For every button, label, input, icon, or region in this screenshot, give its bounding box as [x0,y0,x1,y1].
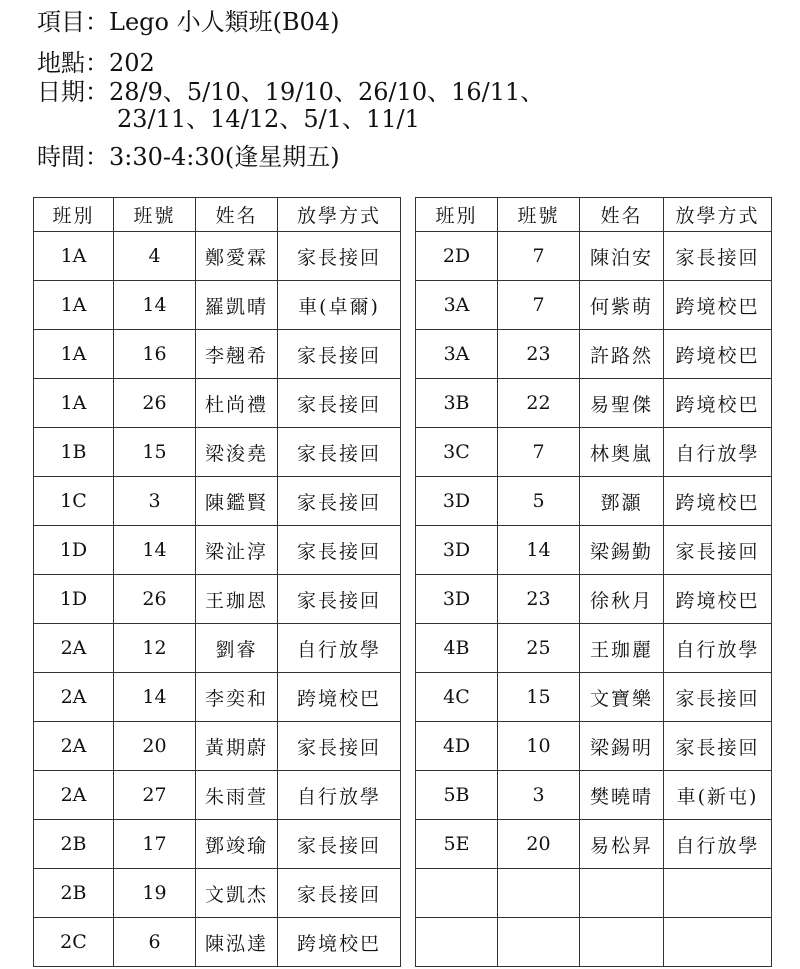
table-row [34,624,401,673]
table-row [416,624,772,673]
header-class: 班別 [34,198,114,232]
cell-number: 15 [498,673,580,722]
cell-name: 梁沚淳 [196,526,278,575]
cell-class: 1A [34,379,114,428]
time-label: 時間： [37,143,109,171]
cell-number: 26 [114,575,196,624]
cell-class: 3D [416,526,498,575]
cell-method: 自行放學 [278,624,401,673]
cell-name [580,918,664,967]
cell-method: 跨境校巴 [278,918,401,967]
roster-table-left [33,197,401,967]
cell-method: 家長接回 [278,379,401,428]
cell-method [664,869,772,918]
table-row [416,918,772,967]
table-row [34,526,401,575]
table-row [416,526,772,575]
cell-number: 20 [114,722,196,771]
cell-method: 家長接回 [278,526,401,575]
cell-name: 李翹希 [196,330,278,379]
cell-name: 樊曉晴 [580,771,664,820]
cell-method: 跨境校巴 [664,575,772,624]
cell-class: 2A [34,722,114,771]
cell-name: 梁錫勤 [580,526,664,575]
table-row [34,771,401,820]
cell-name: 文寶樂 [580,673,664,722]
location-label: 地點： [37,49,109,77]
cell-name: 許路然 [580,330,664,379]
project-value: Lego 小人類班(B04) [109,8,340,36]
cell-number: 22 [498,379,580,428]
cell-name: 易松昇 [580,820,664,869]
table-row [34,477,401,526]
cell-name: 林奥嵐 [580,428,664,477]
roster-table-right [415,197,772,967]
cell-name: 李奕和 [196,673,278,722]
table-row [416,722,772,771]
cell-method: 家長接回 [278,330,401,379]
cell-name: 陳泊安 [580,232,664,281]
time-line [37,143,340,171]
table-row [416,379,772,428]
cell-method: 家長接回 [278,428,401,477]
cell-class [416,869,498,918]
cell-number: 20 [498,820,580,869]
cell-method: 家長接回 [278,722,401,771]
table-row [416,330,772,379]
header-method: 放學方式 [664,198,772,232]
cell-name: 梁浚堯 [196,428,278,477]
cell-method: 跨境校巴 [664,281,772,330]
cell-number [498,869,580,918]
header-name: 姓名 [196,198,278,232]
table-row [416,232,772,281]
table-row [416,771,772,820]
time-value: 3:30-4:30(逢星期五) [109,143,340,171]
cell-number: 3 [498,771,580,820]
table-row [416,673,772,722]
table-row [34,673,401,722]
table-row [34,232,401,281]
cell-method: 跨境校巴 [664,379,772,428]
table-row [416,281,772,330]
cell-name: 鄧灝 [580,477,664,526]
cell-number: 14 [114,281,196,330]
header-number: 班號 [498,198,580,232]
table-row [34,281,401,330]
cell-number: 27 [114,771,196,820]
cell-class: 1B [34,428,114,477]
table-row [34,869,401,918]
table-row [34,820,401,869]
cell-name: 鄧竣瑜 [196,820,278,869]
cell-method: 自行放學 [664,624,772,673]
cell-number: 10 [498,722,580,771]
cell-class: 1D [34,526,114,575]
cell-class: 5B [416,771,498,820]
dates-line [37,78,544,106]
cell-number: 3 [114,477,196,526]
table-row [34,330,401,379]
table-row [416,869,772,918]
cell-number: 23 [498,330,580,379]
cell-method: 跨境校巴 [278,673,401,722]
cell-method: 跨境校巴 [664,330,772,379]
dates-label: 日期： [37,78,109,106]
cell-name: 王珈麗 [580,624,664,673]
header-name: 姓名 [580,198,664,232]
table-row [416,477,772,526]
location-line [37,49,155,77]
cell-method: 家長接回 [278,820,401,869]
cell-number: 14 [114,526,196,575]
header-number: 班號 [114,198,196,232]
cell-method: 車(卓爾) [278,281,401,330]
header-method: 放學方式 [278,198,401,232]
cell-number [498,918,580,967]
cell-class: 2C [34,918,114,967]
cell-class: 2B [34,820,114,869]
cell-class: 2D [416,232,498,281]
table-row [416,428,772,477]
cell-name: 徐秋月 [580,575,664,624]
cell-method [664,918,772,967]
cell-number: 16 [114,330,196,379]
table-row [34,428,401,477]
cell-name: 黃期蔚 [196,722,278,771]
cell-number: 7 [498,232,580,281]
cell-number: 19 [114,869,196,918]
cell-number: 14 [498,526,580,575]
header-class: 班別 [416,198,498,232]
project-label: 項目： [37,8,109,36]
cell-name: 杜尚禮 [196,379,278,428]
table-row [34,918,401,967]
cell-number: 17 [114,820,196,869]
cell-class: 4B [416,624,498,673]
cell-method: 家長接回 [278,869,401,918]
cell-number: 26 [114,379,196,428]
cell-number: 14 [114,673,196,722]
cell-method: 自行放學 [278,771,401,820]
cell-name: 文凱杰 [196,869,278,918]
cell-method: 自行放學 [664,820,772,869]
cell-name: 朱雨萱 [196,771,278,820]
cell-class: 1C [34,477,114,526]
cell-name: 羅凱晴 [196,281,278,330]
table-row [34,575,401,624]
cell-method: 家長接回 [278,575,401,624]
cell-number: 5 [498,477,580,526]
cell-name: 劉睿 [196,624,278,673]
table-row [34,722,401,771]
table-row [416,575,772,624]
cell-number: 15 [114,428,196,477]
cell-name: 陳鑑賢 [196,477,278,526]
cell-class: 2B [34,869,114,918]
dates-value-line2: 23/11、14/12、5/1、11/1 [117,105,420,133]
cell-class [416,918,498,967]
cell-number: 6 [114,918,196,967]
cell-number: 7 [498,281,580,330]
cell-class: 3B [416,379,498,428]
cell-class: 3D [416,575,498,624]
cell-method: 車(新屯) [664,771,772,820]
cell-name: 王珈恩 [196,575,278,624]
cell-method: 家長接回 [664,673,772,722]
cell-class: 3C [416,428,498,477]
table-row [34,379,401,428]
cell-name: 梁錫明 [580,722,664,771]
cell-name: 何紫萌 [580,281,664,330]
cell-class: 5E [416,820,498,869]
cell-class: 1A [34,281,114,330]
cell-class: 2A [34,673,114,722]
cell-number: 12 [114,624,196,673]
cell-name [580,869,664,918]
cell-name: 陳泓達 [196,918,278,967]
cell-method: 自行放學 [664,428,772,477]
cell-number: 25 [498,624,580,673]
cell-class: 4D [416,722,498,771]
cell-method: 家長接回 [664,526,772,575]
cell-class: 4C [416,673,498,722]
cell-number: 7 [498,428,580,477]
cell-method: 家長接回 [664,232,772,281]
cell-name: 易聖傑 [580,379,664,428]
project-line [37,8,339,36]
cell-class: 3A [416,281,498,330]
cell-class: 3A [416,330,498,379]
table-row [416,820,772,869]
cell-class: 2A [34,771,114,820]
cell-name: 鄭愛霖 [196,232,278,281]
location-value: 202 [109,49,155,77]
cell-method: 跨境校巴 [664,477,772,526]
cell-class: 1A [34,330,114,379]
cell-number: 4 [114,232,196,281]
table-header-row [416,198,772,232]
cell-class: 3D [416,477,498,526]
dates-value-line1: 28/9、5/10、19/10、26/10、16/11、 [109,78,545,106]
cell-class: 1D [34,575,114,624]
cell-number: 23 [498,575,580,624]
cell-method: 家長接回 [664,722,772,771]
cell-class: 1A [34,232,114,281]
cell-class: 2A [34,624,114,673]
cell-method: 家長接回 [278,232,401,281]
table-header-row [34,198,401,232]
cell-method: 家長接回 [278,477,401,526]
